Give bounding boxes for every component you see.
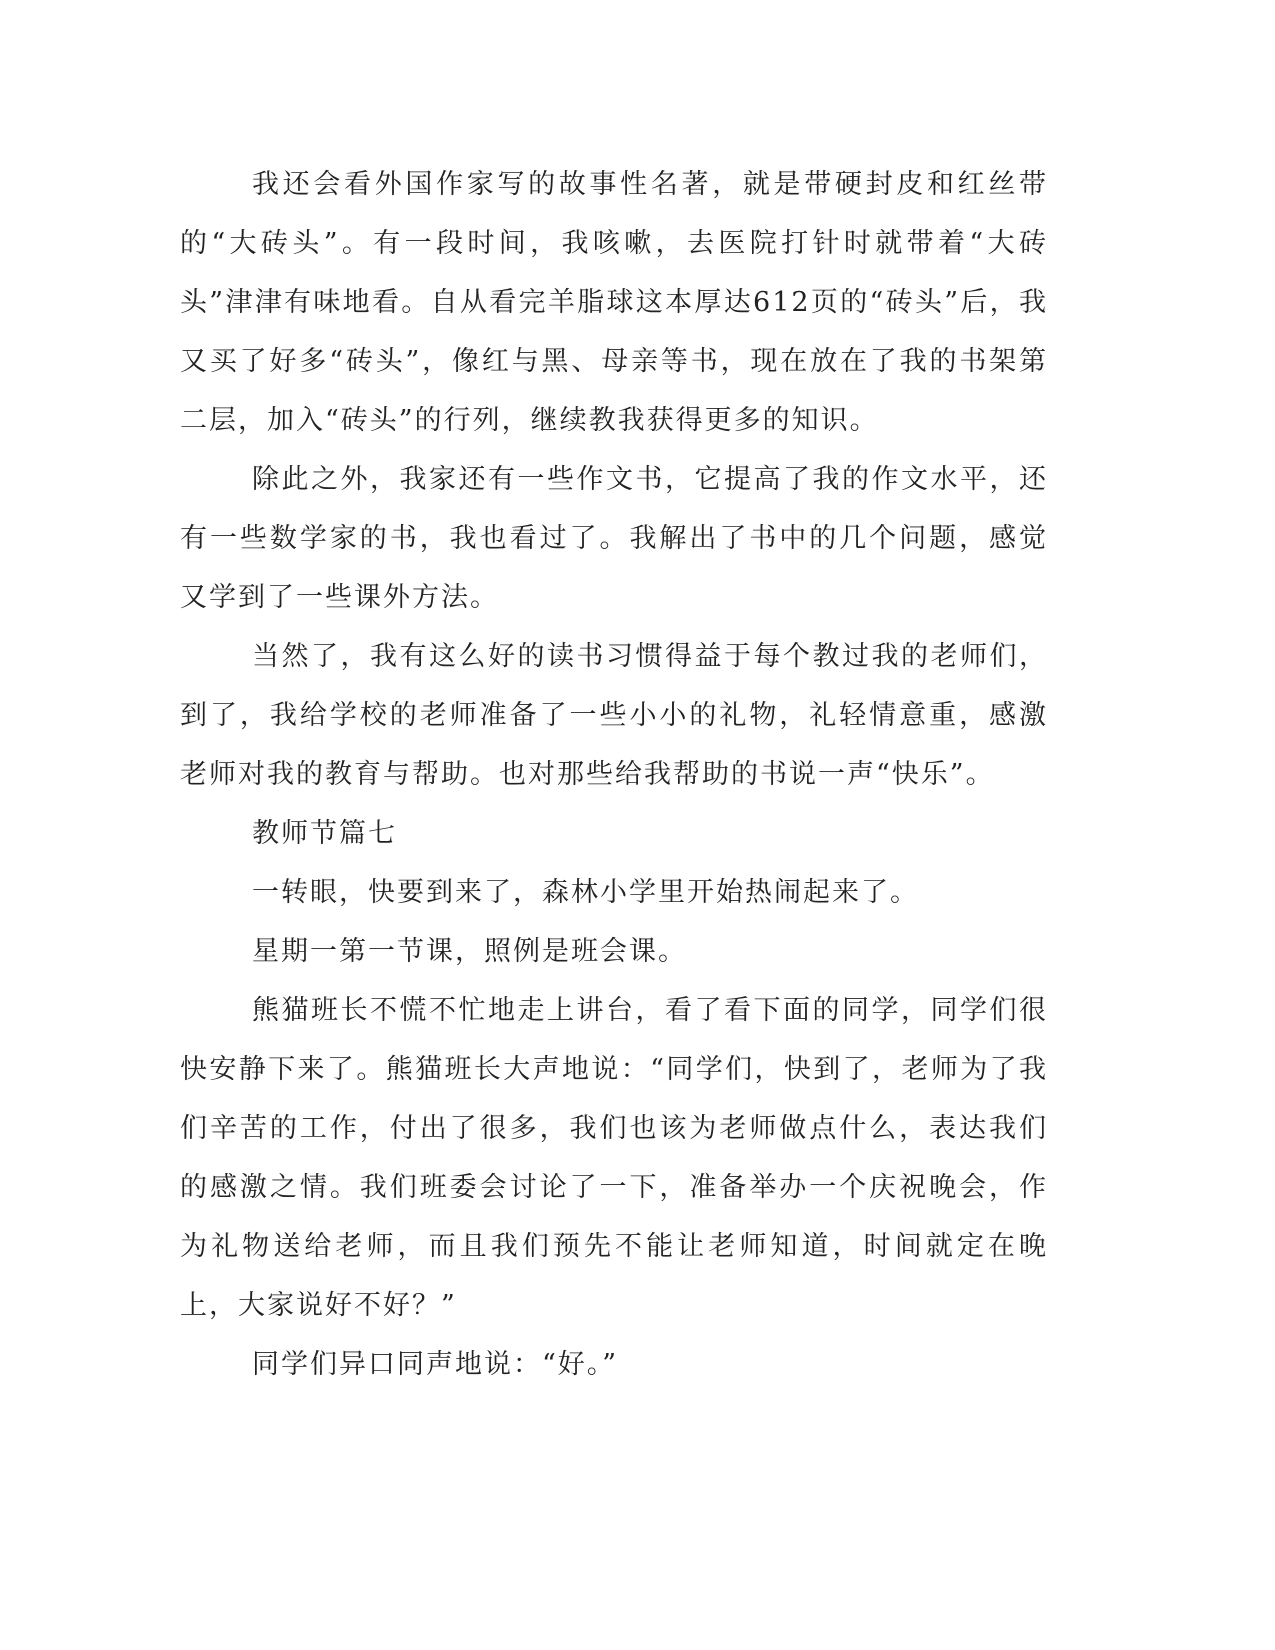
paragraph-forest-school: 一转眼，快要到来了，森林小学里开始热闹起来了。 [252, 877, 919, 908]
document-body [180, 155, 1048, 1394]
paragraph-composition-books: 除此之外，我家还有一些作文书，它提高了我的作文水平，还有一些数学家的书，我也看过了。我解出了书中的几个问题，感觉又学到了一些课外方法。 [180, 464, 1048, 613]
section-heading: 教师节篇七 [252, 818, 397, 849]
paragraph-thanks-teachers: 当然了，我有这么好的读书习惯得益于每个教过我的老师们，到了，我给学校的老师准备了一些小小的礼物，礼轻情意重，感激老师对我的教育与帮助。也对那些给我帮助的书说一声“快乐”。 [180, 641, 1048, 790]
paragraph-panda-monitor: 熊猫班长不慌不忙地走上讲台，看了看下面的同学，同学们很快安静下来了。熊猫班长大声地说：“同学们，快到了，老师为了我们辛苦的工作，付出了很多，我们也该为老师做点什么，表达我们的感激之情。我们班委会讨论了一下，准备举办一个庆祝晚会，作为礼物送给老师，而且我们预先不能让老师知道，时间就定在晚上，大家说好不好？” [180, 995, 1048, 1321]
paragraph-classmates-agree: 同学们异口同声地说：“好。” [252, 1349, 619, 1380]
paragraph-class-meeting: 星期一第一节课，照例是班会课。 [252, 936, 687, 967]
paragraph-brick-books: 我还会看外国作家写的故事性名著，就是带硬封皮和红丝带的“大砖头”。有一段时间，我咳嗽，去医院打针时就带着“大砖头”津津有味地看。自从看完羊脂球这本厚达612页的“砖头”后，我又买了好多“砖头”，像红与黑、母亲等书，现在放在了我的书架第二层，加入“砖头”的行列，继续教我获得更多的知识。 [180, 169, 1048, 436]
